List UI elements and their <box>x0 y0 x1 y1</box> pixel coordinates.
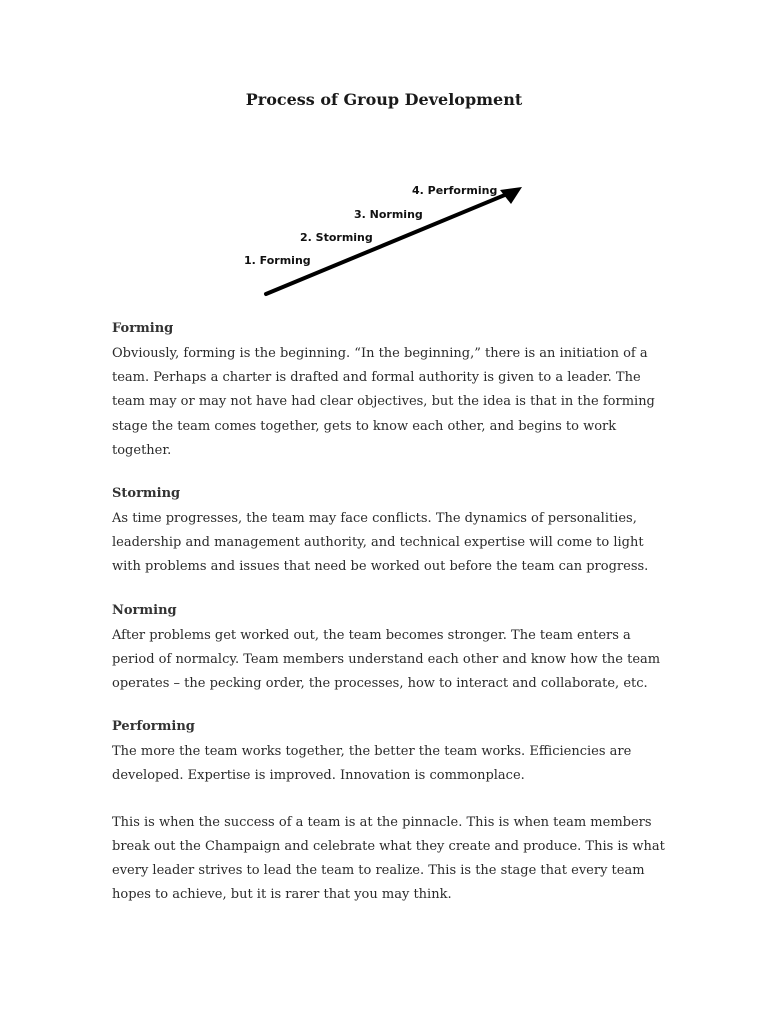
section-paragraph: This is when the success of a team is at the pinnacle. This is when team members break out the Champaign and celebrate what they create and produce. This is what every leader strives to lead the team to realize. This is the stage that every team hopes to achieve, but it is rarer that you may think. <box>112 814 665 903</box>
stage-label-performing: 4. Performing <box>412 184 498 197</box>
section-heading: Norming <box>112 602 177 618</box>
section-paragraph: The more the team works together, the better the team works. Efficiencies are developed. Expertise is improved. Innovation is commonplace. <box>112 744 632 784</box>
stage-label-storming: 2. Storming <box>300 231 373 244</box>
group-development-diagram <box>230 170 550 310</box>
section-storming <box>112 483 672 580</box>
section-forming <box>112 318 672 463</box>
document-body <box>112 318 672 927</box>
stage-label-forming: 1. Forming <box>244 254 311 267</box>
section-heading: Forming <box>112 321 174 336</box>
section-paragraph: As time progresses, the team may face conflicts. The dynamics of personalities, leadership and management authority, and technical expertise will come to light with problems and issues that need be worked out before the team can progress. <box>112 511 649 575</box>
section-norming <box>112 600 672 697</box>
section-heading: Storming <box>112 486 181 502</box>
stage-label-norming: 3. Norming <box>354 208 423 221</box>
section-heading: Performing <box>112 719 195 735</box>
stage-arrow-diagram <box>230 170 550 310</box>
page-title: Process of Group Development <box>245 90 523 109</box>
section-performing <box>112 716 672 907</box>
section-paragraph: Obviously, forming is the beginning. “In the beginning,” there is an initiation of a team. Perhaps a charter is drafted and formal authority is given to a leader. The team may or may not have had clear objectives, but the idea is that in the forming stage the team comes together, gets to know each other, and begins to work together. <box>112 346 655 458</box>
section-paragraph: After problems get worked out, the team becomes stronger. The team enters a period of normalcy. Team members understand each other and know how the team operates – the pecking order, the processes, how to interact and collaborate, etc. <box>112 627 661 692</box>
